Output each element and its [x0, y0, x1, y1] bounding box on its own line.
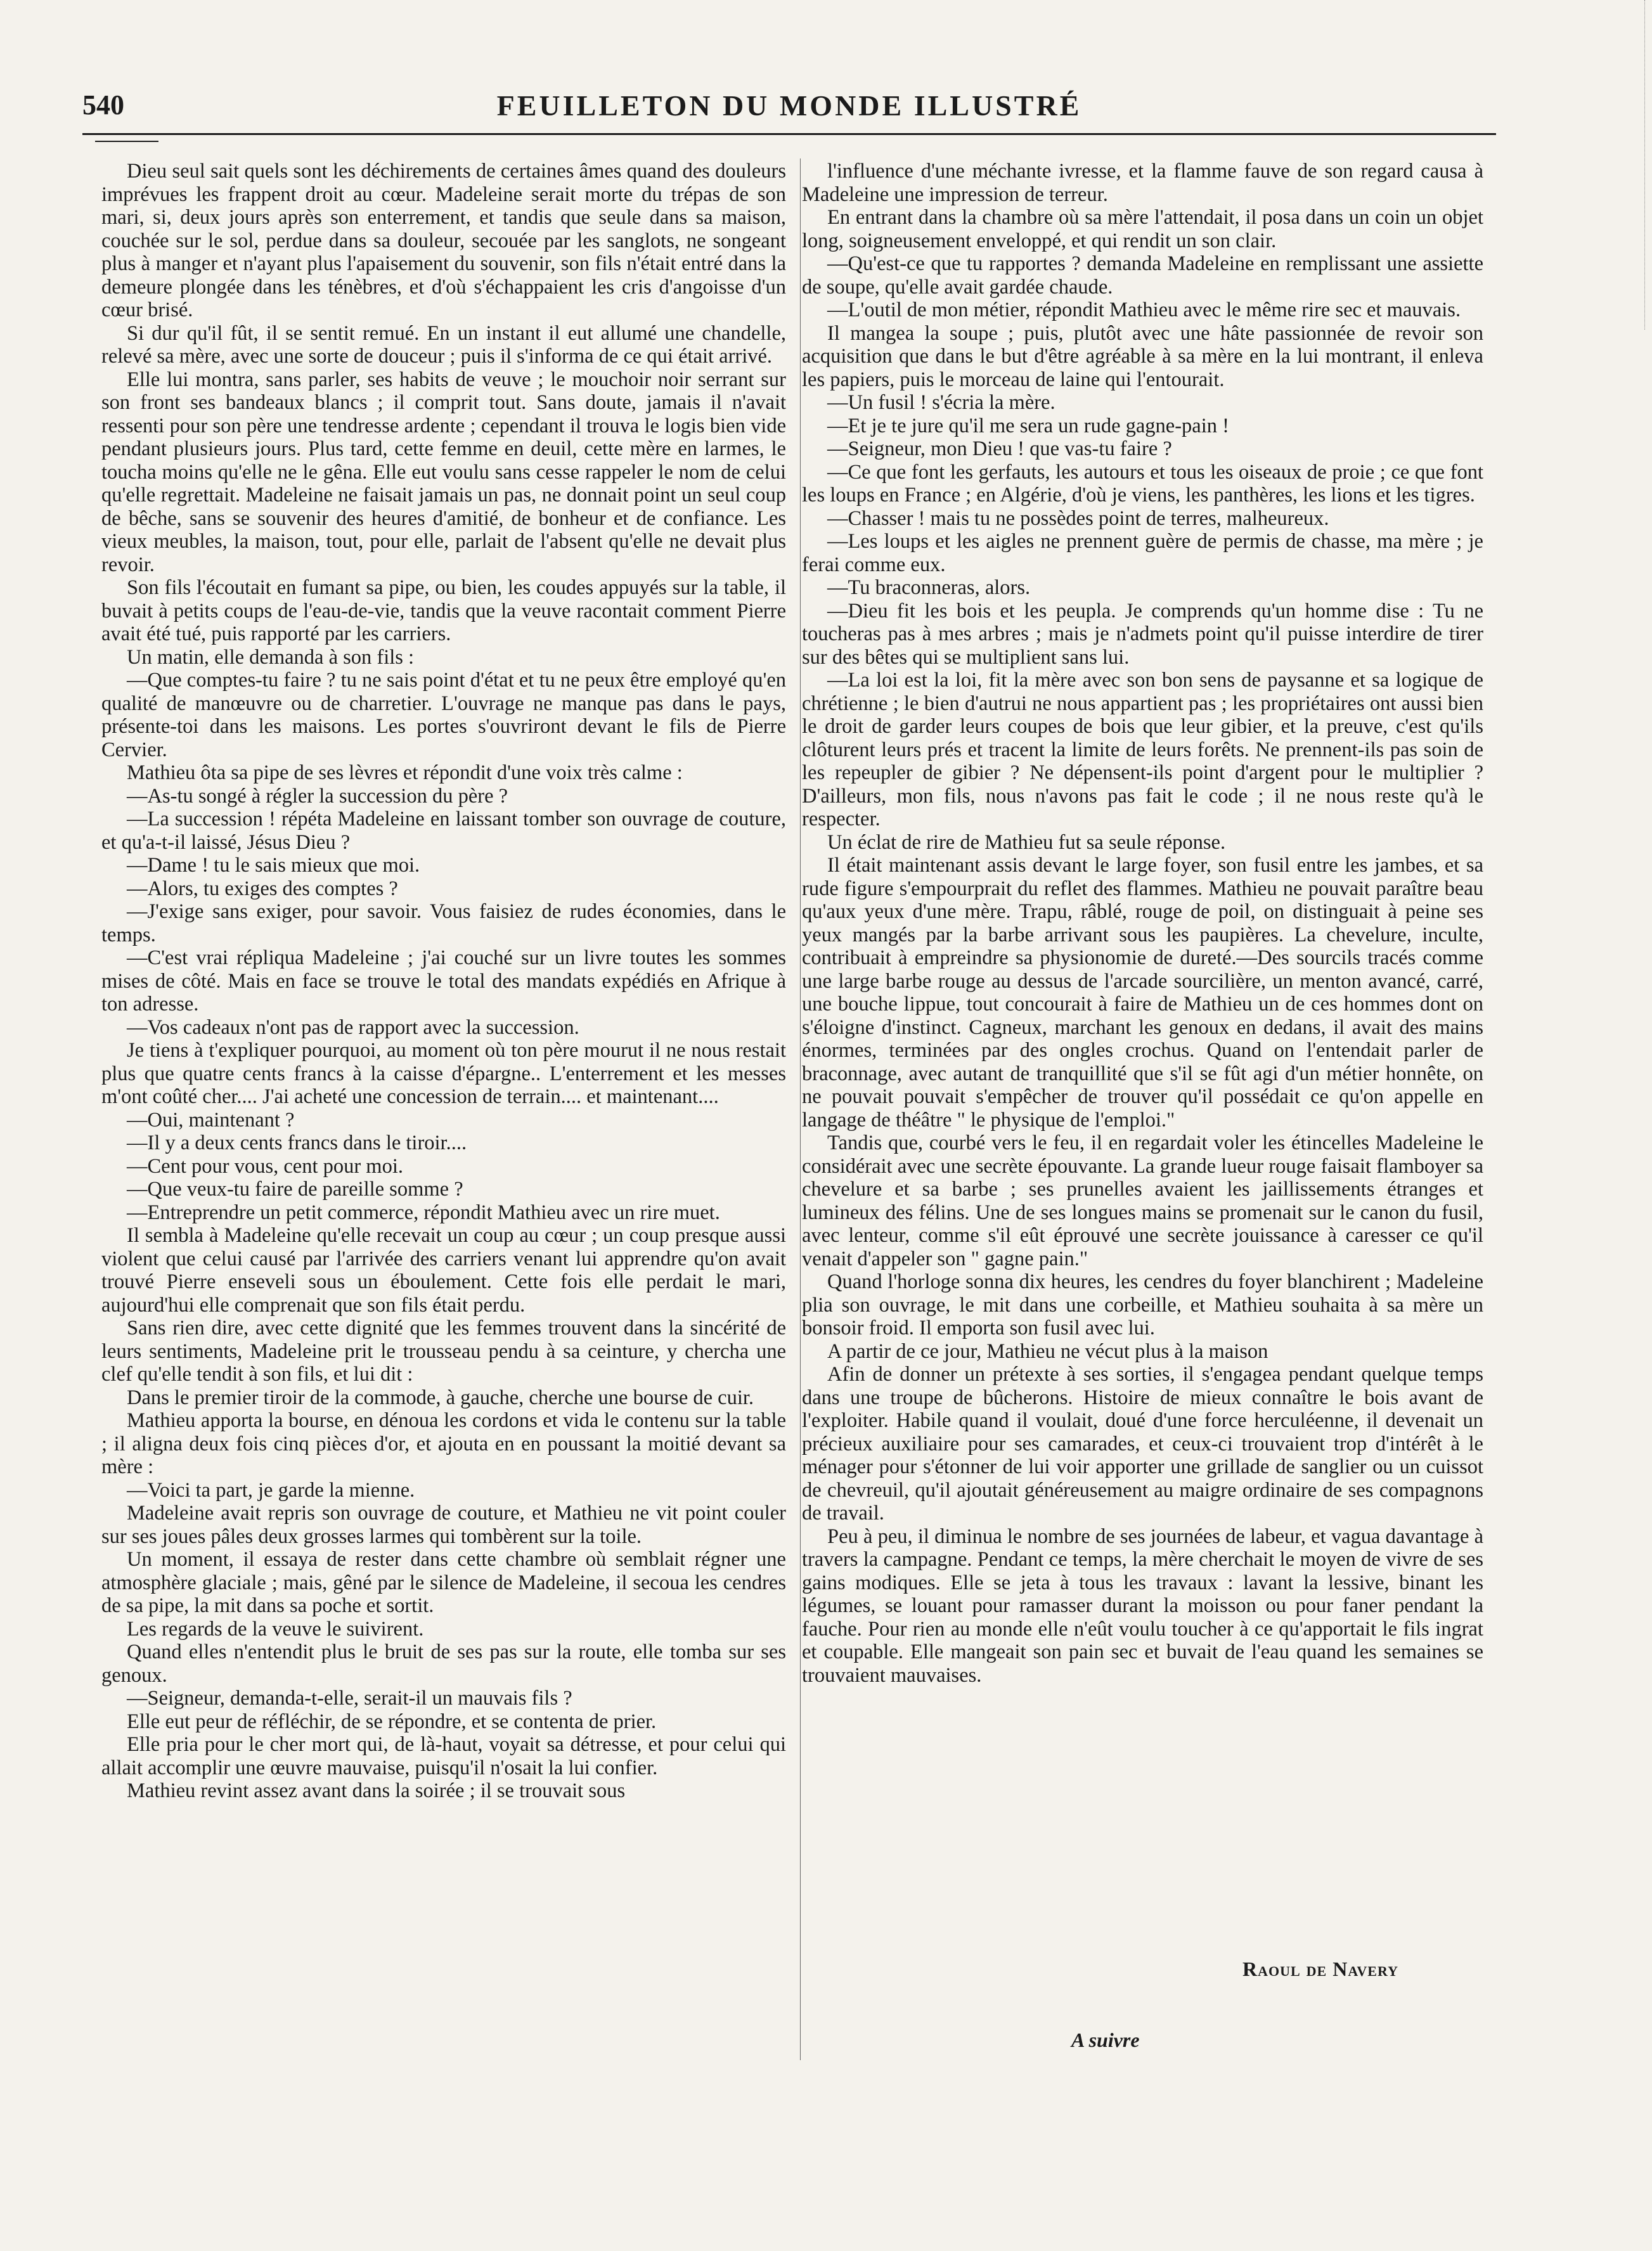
paragraph: Il mangea la soupe ; puis, plutôt avec une hâte passionnée de revoir son acquisition que dans le but d'être agréable à sa mère en la lui montrant, il enleva les papiers, puis le morceau de laine qui l'entourait. [802, 321, 1483, 391]
paragraph: —La loi est la loi, fit la mère avec son bon sens de paysanne et sa logique de chrétienne ; le bien d'autrui ne nous appartient pas ; les propriétaires ont aussi bien le droit de garder leurs coupes de bois que leur gibier, et la preuve, c'est qu'ils clôturent leurs prés et tracent la limite de leurs forêts. Ne prennent-ils pas soin de les repeupler de gibier ? Ne dépensent-ils point d'argent pour le multiplier ? D'ailleurs, mon fils, nous n'avons pas fait le code ; il ne nous reste qu'à le respecter. [802, 669, 1483, 830]
paragraph: —J'exige sans exiger, pour savoir. Vous faisiez de rudes économies, dans le temps. [101, 900, 786, 946]
paragraph: Il était maintenant assis devant le large foyer, son fusil entre les jambes, et sa rude figure s'empourprait du reflet des flammes. Mathieu ne pouvait paraître beau qu'aux yeux d'une mère. Trapu, râblé, rouge de poil, on distinguait à peine ses yeux mangés par la barbe arrivant sous les paupières. La chevelure, inculte, contribuait à empreindre sa physionomie de dureté.—Des sourcils tracés comme une large barbe rouge au dessus de l'arcade sourcilière, un menton avancé, carré, une bouche lippue, tout concourait à faire de Mathieu un de ces hommes dont on s'éloigne d'instinct. Cagneux, marchant les genoux en dedans, il avait des mains énormes, terminées par des ongles crochus. Quand on l'entendait parler de braconnage, avec autant de tranquillité que s'il se fût agi d'un métier honnête, on ne pouvait pouvait s'empêcher de trouver qu'il possédait ce qu'on appelle en langage de théâtre " le physique de l'emploi." [802, 854, 1483, 1132]
paragraph: —Cent pour vous, cent pour moi. [127, 1154, 403, 1178]
paragraph: Les regards de la veuve le suivirent. [127, 1617, 424, 1641]
paragraph: —Oui, maintenant ? [127, 1108, 295, 1132]
paragraph: —Dame ! tu le sais mieux que moi. [127, 854, 420, 877]
paragraph: Afin de donner un prétexte à ses sorties, il s'engagea pendant quelque temps dans une troupe de bûcherons. Histoire de mieux connaître le bois avant de l'exploiter. Habile quand il voulait, doué d'une force herculéenne, il devenait un précieux auxiliaire pour ses camarades, et ceux-ci trouvaient trop d'intérêt à le ménager pour s'étonner de lui voir apporter une grillade de sanglier ou un cuissot de chevreuil, qu'il ajoutait généreusement au maigre ordinaire de ses compagnons de travail. [802, 1363, 1483, 1525]
paragraph: —La succession ! répéta Madeleine en laissant tomber son ouvrage de couture, et qu'a-t-il laissé, Jésus Dieu ? [101, 808, 786, 854]
paragraph: l'influence d'une méchante ivresse, et la flamme fauve de son regard causa à Madeleine une impression de terreur. [802, 160, 1483, 206]
column-divider [800, 158, 801, 2060]
paragraph: Dieu seul sait quels sont les déchirements de certaines âmes quand des douleurs imprévues les frappent droit au cœur. Madeleine serait morte du trépas de son mari, si, deux jours après son enterrement, et tandis que seule dans sa maison, couchée sur le sol, perdue dans sa douleur, secouée par les sanglots, ne songeant plus à manger et n'ayant plus l'apaisement du souvenir, son fils n'était entré dans la demeure plongée dans les ténèbres, et d'où s'échappaient les cris d'angoisse d'un cœur brisé. [101, 160, 786, 321]
paragraph: —Il y a deux cents francs dans le tiroir.... [127, 1132, 467, 1154]
paragraph: Quand l'horloge sonna dix heures, les cendres du foyer blanchirent ; Madeleine plia son ouvrage, le mit dans une corbeille, et Mathieu souhaita à sa mère un bonsoir froid. Il emporta son fusil avec lui. [802, 1270, 1483, 1339]
paragraph: Dans le premier tiroir de la commode, à gauche, cherche une bourse de cuir. [127, 1386, 754, 1409]
paragraph: —Et je te jure qu'il me sera un rude gagne-pain ! [827, 414, 1229, 437]
right-column [802, 160, 1483, 1687]
journal-title: FEUILLETON DU MONDE ILLUSTRÉ [496, 89, 1082, 122]
paragraph: Un matin, elle demanda à son fils : [127, 645, 415, 669]
paragraph: —Vos cadeaux n'ont pas de rapport avec la succession. [127, 1016, 579, 1039]
paragraph: Elle pria pour le cher mort qui, de là-haut, voyait sa détresse, et pour celui qui allait accomplir une œuvre mauvaise, puisqu'il n'osait la lui confier. [101, 1733, 786, 1779]
to-be-continued: A suivre [1071, 2028, 1140, 2051]
paragraph: Quand elles n'entendit plus le bruit de ses pas sur la route, elle tomba sur ses genoux. [101, 1641, 786, 1687]
paragraph: —Chasser ! mais tu ne possèdes point de terres, malheureux. [827, 506, 1329, 530]
paragraph: Un éclat de rire de Mathieu fut sa seule réponse. [827, 830, 1226, 854]
paragraph: —Qu'est-ce que tu rapportes ? demanda Madeleine en remplissant une assiette de soupe, qu'elle avait gardée chaude. [802, 252, 1483, 299]
paragraph: —Ce que font les gerfauts, les autours et tous les oiseaux de proie ; ce que font les loups en France ; en Algérie, d'où je viens, les panthères, les lions et les tigres. [802, 460, 1483, 506]
paragraph: —Seigneur, mon Dieu ! que vas-tu faire ? [827, 437, 1172, 460]
paragraph: Elle eut peur de réfléchir, de se répondre, et se contenta de prier. [127, 1710, 657, 1733]
paragraph: —C'est vrai répliqua Madeleine ; j'ai couché sur un livre toutes les sommes mises de côté. Mais en face se trouve le total des mandats expédiés en Afrique à ton adresse. [101, 946, 786, 1016]
paragraph: Madeleine avait repris son ouvrage de couture, et Mathieu ne vit point couler sur ses joues pâles deux grosses larmes qui tombèrent sur la toile. [101, 1502, 786, 1548]
paragraph: —Dieu fit les bois et les peupla. Je comprends qu'un homme dise : Tu ne toucheras pas à mes arbres ; mais je n'admets point qu'il puisse interdire de tirer sur des bêtes qui se multiplient sans lui. [802, 599, 1483, 669]
paragraph: Sans rien dire, avec cette dignité que les femmes trouvent dans la sincérité de leurs sentiments, Madeleine prit le trousseau pendu à sa ceinture, y chercha une clef qu'elle tendit à son fils, et lui dit : [101, 1317, 786, 1386]
paragraph: —As-tu songé à régler la succession du père ? [127, 784, 508, 808]
paragraph: —Que comptes-tu faire ? tu ne sais point d'état et tu ne peux être employé qu'en qualité de manœuvre ou de charretier. L'ouvrage ne manque pas dans le pays, présente-toi dans les maisons. Les portes s'ouvriront devant le fils de Pierre Cervier. [101, 669, 786, 761]
author-signature: Raoul de Navery [1242, 1958, 1398, 1980]
paragraph: Peu à peu, il diminua le nombre de ses journées de labeur, et vagua davantage à travers la campagne. Pendant ce temps, la mère cherchait le moyen de vivre de ses gains modiques. Elle se jeta à tous les travaux : lavant la lessive, binant les légumes, se louant pour ramasser durant la moisson ou pour faner pendant la fauche. Pour rien au monde elle n'eût voulu toucher à ce qu'apportait le fils ingrat et coupable. Elle mangeait son pain sec et buvait de l'eau quand les semaines se trouvaient mauvaises. [802, 1525, 1483, 1687]
paragraph: Mathieu ôta sa pipe de ses lèvres et répondit d'une voix très calme : [127, 761, 683, 784]
paragraph: —Seigneur, demanda-t-elle, serait-il un mauvais fils ? [127, 1687, 572, 1710]
paragraph: —Que veux-tu faire de pareille somme ? [127, 1178, 463, 1201]
paragraph: Elle lui montra, sans parler, ses habits de veuve ; le mouchoir noir serrant sur son front ses bandeaux blancs ; il comprit tout. Sans doute, jamais il n'avait ressenti pour son père une tendresse ardente ; cependant il trouva le logis bien vide pendant plusieurs jours. Plus tard, cette femme en deuil, cette mère en larmes, le toucha moins qu'elle ne le gêna. Elle eut voulu sans cesse rappeler le nom de celui qu'elle regrettait. Madeleine ne faisait jamais un pas, ne donnait point un seul coup de bêche, sans se souvenir des heures d'amitié, de bonheur et de confiance. Les vieux meubles, la maison, tout, pour elle, parlait de l'absent qu'elle ne devait plus revoir. [101, 368, 786, 576]
paragraph: —Les loups et les aigles ne prennent guère de permis de chasse, ma mère ; je ferai comme eux. [802, 530, 1483, 576]
paragraph: Un moment, il essaya de rester dans cette chambre où semblait régner une atmosphère glaciale ; mais, gêné par le silence de Madeleine, il secoua les cendres de sa pipe, la mit dans sa poche et sortit. [101, 1548, 786, 1617]
margin-mark [1638, 0, 1645, 330]
paragraph: En entrant dans la chambre où sa mère l'attendait, il posa dans un coin un objet long, soigneusement enveloppé, et qui rendit un son clair. [802, 206, 1483, 252]
paragraph: —L'outil de mon métier, répondit Mathieu avec le même rire sec et mauvais. [827, 299, 1461, 321]
page-number: 540 [82, 89, 124, 120]
paragraph: Son fils l'écoutait en fumant sa pipe, ou bien, les coudes appuyés sur la table, il buvait à petits coups de l'eau-de-vie, tandis que la veuve racontait comment Pierre avait été tué, puis rapporté par les carriers. [101, 576, 786, 645]
paragraph: A partir de ce jour, Mathieu ne vécut plus à la maison [827, 1339, 1268, 1363]
paragraph: Si dur qu'il fût, il se sentit remué. En un instant il eut allumé une chandelle, relevé sa mère, avec une sorte de douceur ; puis il s'informa de ce qui était arrivé. [101, 321, 786, 368]
paragraph: Mathieu revint assez avant dans la soirée ; il se trouvait sous [127, 1779, 626, 1802]
page-header [82, 89, 1496, 146]
paragraph: Mathieu apporta la bourse, en dénoua les cordons et vida le contenu sur la table ; il aligna deux fois cinq pièces d'or, et ajouta en en poussant la moitié devant sa mère : [101, 1409, 786, 1478]
paragraph: —Alors, tu exiges des comptes ? [127, 877, 398, 900]
paragraph: —Tu braconneras, alors. [827, 576, 1031, 599]
paragraph: —Entreprendre un petit commerce, répondit Mathieu avec un rire muet. [127, 1201, 720, 1224]
left-column [101, 160, 786, 1803]
paragraph: Je tiens à t'expliquer pourquoi, au moment où ton père mourut il ne nous restait plus que quatre cents francs à la caisse d'épargne.. L'enterrement et les messes m'ont coûté cher.... J'ai acheté une concession de terrain.... et maintenant.... [101, 1039, 786, 1108]
header-small-rule [95, 141, 158, 142]
paragraph: Tandis que, courbé vers le feu, il en regardait voler les étincelles Madeleine le considérait avec une secrète épouvante. La grande lueur rouge faisait flamboyer sa chevelure et sa barbe ; ses prunelles avaient les jaillissements étranges et lumineux des félins. Une de ses longues mains se promenait sur le canon du fusil, avec lenteur, comme s'il eût éprouvé une secrète jouissance à caresser ce qu'il venait d'appeler son " gagne pain." [802, 1132, 1483, 1270]
paragraph: —Un fusil ! s'écria la mère. [827, 391, 1055, 414]
paragraph: —Voici ta part, je garde la mienne. [127, 1478, 415, 1502]
paragraph: Il sembla à Madeleine qu'elle recevait un coup au cœur ; un coup presque aussi violent que celui causé par l'arrivée des carriers venant lui apprendre qu'on avait trouvé Pierre enseveli sous un éboulement. Cette fois elle perdait le mari, aujourd'hui elle comprenait que son fils était perdu. [101, 1224, 786, 1317]
header-rule [82, 133, 1496, 135]
